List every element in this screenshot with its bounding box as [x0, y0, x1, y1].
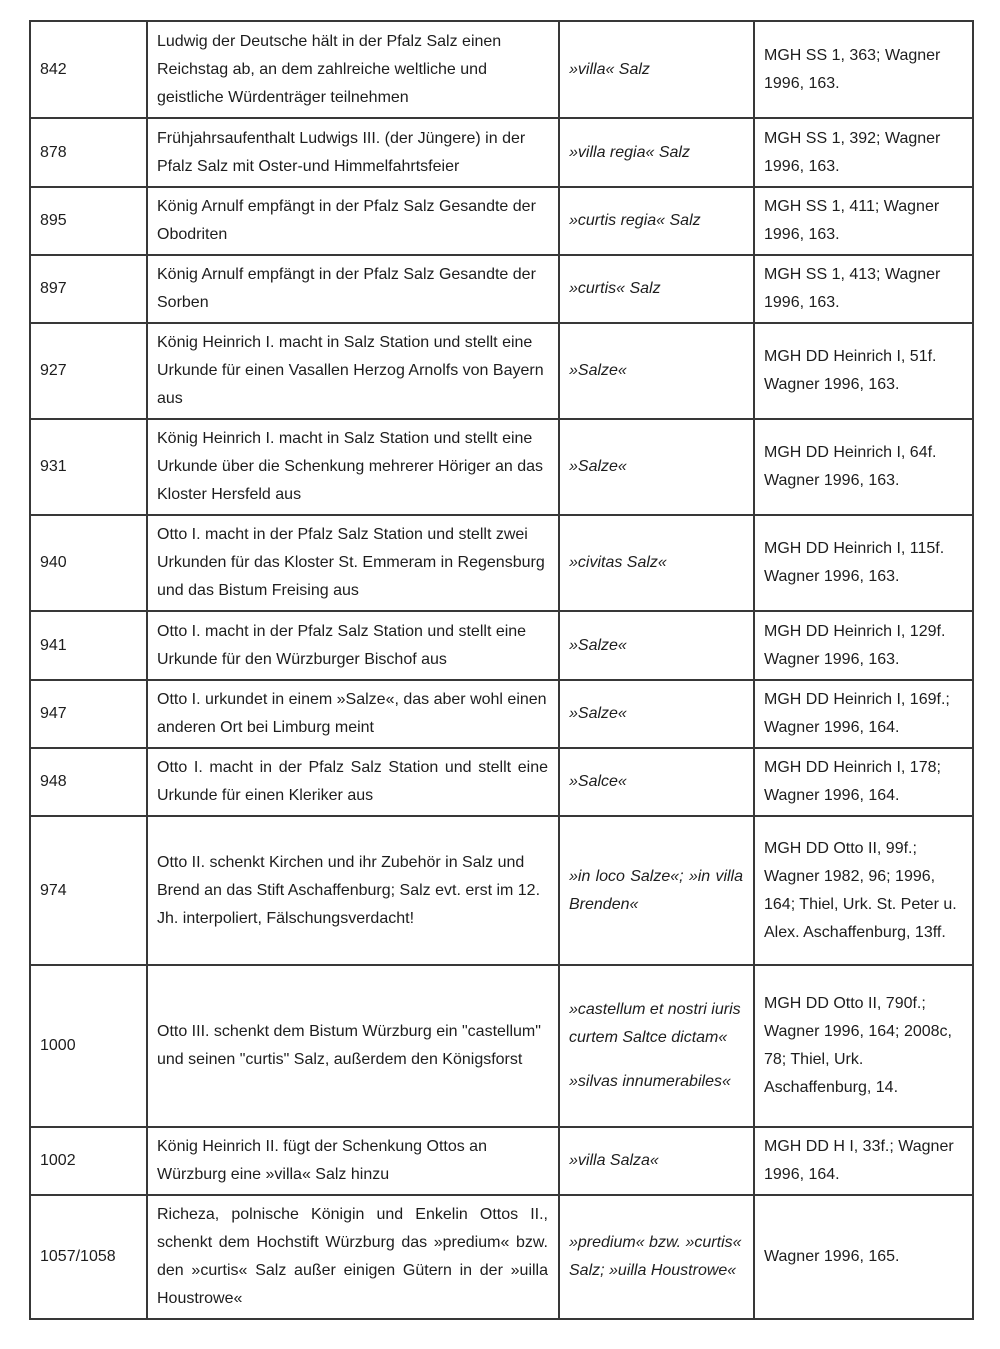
table-row: [30, 187, 973, 255]
table-row: [30, 1195, 973, 1319]
year-cell: 931: [30, 419, 147, 515]
term-paragraph: »predium« bzw. »curtis« Salz; »uilla Houstrowe«: [569, 1234, 742, 1279]
source-cell: MGH DD Otto II, 790f.; Wagner 1996, 164; 2008c, 78; Thiel, Urk. Aschaffenburg, 14.: [754, 965, 973, 1127]
description-cell: König Arnulf empfängt in der Pfalz Salz Gesandte der Sorben: [147, 255, 559, 323]
year-cell: 897: [30, 255, 147, 323]
description-cell: König Heinrich I. macht in Salz Station und stellt eine Urkunde für einen Vasallen Herzog Arnolfs von Bayern aus: [147, 323, 559, 419]
table-row: [30, 515, 973, 611]
term-paragraph: »curtis regia« Salz: [569, 212, 701, 229]
term-paragraph: »Salze«: [569, 705, 627, 722]
table-row: [30, 118, 973, 187]
source-cell: MGH DD Otto II, 99f.; Wagner 1982, 96; 1996, 164; Thiel, Urk. St. Peter u. Alex. Aschaffenburg, 13ff.: [754, 816, 973, 965]
term-cell: [559, 118, 754, 187]
term-cell: [559, 748, 754, 816]
description-cell: Otto I. macht in der Pfalz Salz Station und stellt eine Urkunde für einen Kleriker aus: [147, 748, 559, 816]
term-cell: [559, 1127, 754, 1195]
source-cell: MGH DD Heinrich I, 178; Wagner 1996, 164.: [754, 748, 973, 816]
source-cell: Wagner 1996, 165.: [754, 1195, 973, 1319]
salz-events-table: [29, 20, 974, 1320]
term-cell: [559, 255, 754, 323]
table-row: [30, 255, 973, 323]
description-cell: König Heinrich II. fügt der Schenkung Ottos an Würzburg eine »villa« Salz hinzu: [147, 1127, 559, 1195]
description-cell: Frühjahrsaufenthalt Ludwigs III. (der Jüngere) in der Pfalz Salz mit Oster-und Himmelfahrtsfeier: [147, 118, 559, 187]
year-cell: 895: [30, 187, 147, 255]
year-cell: 878: [30, 118, 147, 187]
term-cell: [559, 187, 754, 255]
year-cell: 940: [30, 515, 147, 611]
description-cell: Richeza, polnische Königin und Enkelin Ottos II., schenkt dem Hochstift Würzburg das »predium« bzw. den »curtis« Salz außer einigen Gütern in der »uilla Houstrowe«: [147, 1195, 559, 1319]
source-cell: MGH SS 1, 411; Wagner 1996, 163.: [754, 187, 973, 255]
table-row: [30, 816, 973, 965]
description-cell: König Heinrich I. macht in Salz Station und stellt eine Urkunde über die Schenkung mehrerer Höriger an das Kloster Hersfeld aus: [147, 419, 559, 515]
description-cell: Otto I. urkundet in einem »Salze«, das aber wohl einen anderen Ort bei Limburg meint: [147, 680, 559, 748]
year-cell: 927: [30, 323, 147, 419]
source-cell: MGH SS 1, 363; Wagner 1996, 163.: [754, 21, 973, 118]
year-cell: 948: [30, 748, 147, 816]
term-cell: [559, 419, 754, 515]
term-cell: [559, 816, 754, 965]
term-cell: [559, 21, 754, 118]
year-cell: 947: [30, 680, 147, 748]
term-paragraph: »villa Salza«: [569, 1152, 659, 1169]
year-cell: 1002: [30, 1127, 147, 1195]
year-cell: 1000: [30, 965, 147, 1127]
description-cell: Otto I. macht in der Pfalz Salz Station und stellt zwei Urkunden für das Kloster St. Emmeram in Regensburg und das Bistum Freising aus: [147, 515, 559, 611]
term-cell: [559, 323, 754, 419]
source-cell: MGH DD Heinrich I, 169f.; Wagner 1996, 164.: [754, 680, 973, 748]
term-paragraph: »curtis« Salz: [569, 280, 661, 297]
term-paragraph: »castellum et nostri iuris curtem Saltce dictam«: [569, 1001, 741, 1046]
year-cell: 941: [30, 611, 147, 680]
year-cell: 1057/1058: [30, 1195, 147, 1319]
term-cell: [559, 515, 754, 611]
table-row: [30, 419, 973, 515]
source-cell: MGH DD Heinrich I, 64f. Wagner 1996, 163.: [754, 419, 973, 515]
source-cell: MGH DD H I, 33f.; Wagner 1996, 164.: [754, 1127, 973, 1195]
document-page: [29, 20, 974, 1320]
source-cell: MGH SS 1, 392; Wagner 1996, 163.: [754, 118, 973, 187]
table-row: [30, 21, 973, 118]
table-row: [30, 748, 973, 816]
description-cell: Ludwig der Deutsche hält in der Pfalz Salz einen Reichstag ab, an dem zahlreiche weltliche und geistliche Würdenträger teilnehmen: [147, 21, 559, 118]
term-paragraph: »villa« Salz: [569, 60, 650, 78]
description-cell: Otto II. schenkt Kirchen und ihr Zubehör in Salz und Brend an das Stift Aschaffenburg; Salz evt. erst im 12. Jh. interpoliert, Fälschungsverdacht!: [147, 816, 559, 965]
term-paragraph: »Salze«: [569, 362, 627, 379]
source-cell: MGH DD Heinrich I, 115f. Wagner 1996, 163.: [754, 515, 973, 611]
table-row: [30, 680, 973, 748]
description-cell: Otto III. schenkt dem Bistum Würzburg ein "castellum" und seinen "curtis" Salz, außerdem den Königsforst: [147, 965, 559, 1127]
table-body: [30, 21, 973, 1319]
description-cell: Otto I. macht in der Pfalz Salz Station und stellt eine Urkunde für den Würzburger Bischof aus: [147, 611, 559, 680]
table-row: [30, 323, 973, 419]
term-paragraph: »Salze«: [569, 636, 627, 654]
description-cell: König Arnulf empfängt in der Pfalz Salz Gesandte der Obodriten: [147, 187, 559, 255]
source-cell: MGH DD Heinrich I, 51f. Wagner 1996, 163.: [754, 323, 973, 419]
term-cell: [559, 611, 754, 680]
table-row: [30, 965, 973, 1127]
term-paragraph: »villa regia« Salz: [569, 143, 690, 161]
year-cell: 974: [30, 816, 147, 965]
table-row: [30, 1127, 973, 1195]
term-cell: [559, 680, 754, 748]
term-paragraph: »civitas Salz«: [569, 554, 667, 571]
term-paragraph: »silvas innumerabiles«: [569, 1073, 731, 1090]
source-cell: MGH SS 1, 413; Wagner 1996, 163.: [754, 255, 973, 323]
term-paragraph: »Salce«: [569, 773, 627, 790]
term-paragraph: »Salze«: [569, 458, 627, 475]
term-paragraph: »in loco Salze«; »in villa Brenden«: [569, 867, 743, 913]
term-cell: [559, 965, 754, 1127]
year-cell: 842: [30, 21, 147, 118]
term-cell: [559, 1195, 754, 1319]
source-cell: MGH DD Heinrich I, 129f. Wagner 1996, 163.: [754, 611, 973, 680]
table-row: [30, 611, 973, 680]
